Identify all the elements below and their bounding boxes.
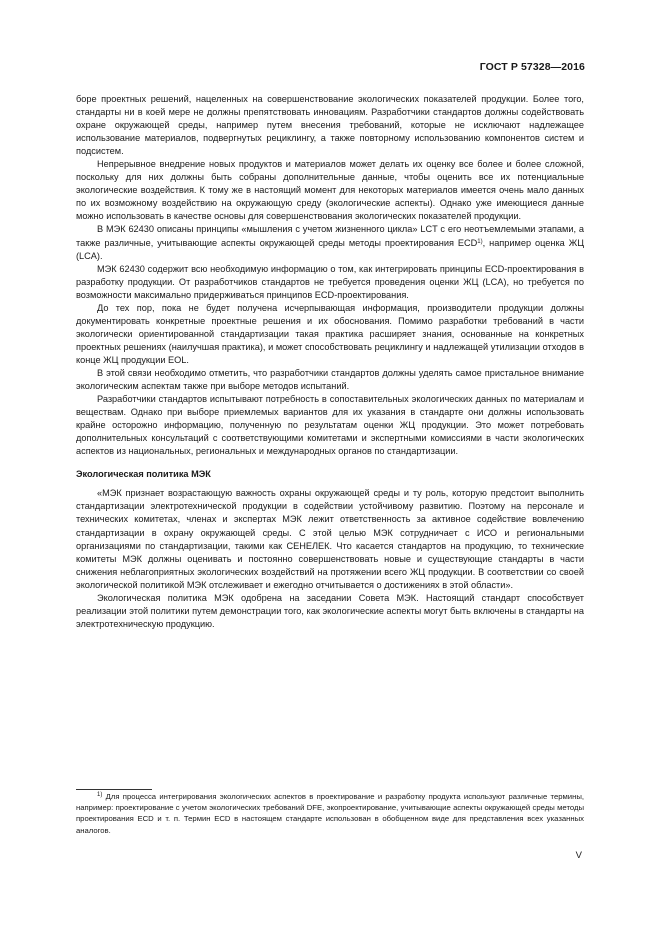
policy-closing: Экологическая политика МЭК одобрена на заседании Совета МЭК. Настоящий стандарт способствует реализации этой политики путем демонстрации того, как экологические аспекты могут быть включены в стандарты на электротехническую продукцию. xyxy=(76,592,584,629)
body-text xyxy=(76,93,584,631)
paragraph-6: В этой связи необходимо отметить, что разработчики стандартов должны уделять самое пристальное внимание экологическим аспектам также при выборе методов испытаний. xyxy=(76,367,584,392)
paragraph-3-tail: , например оценка ЖЦ (LCA). xyxy=(76,237,584,261)
paragraph-3 xyxy=(76,223,584,262)
footnote-divider xyxy=(76,789,152,790)
footnote xyxy=(76,791,584,836)
paragraph-2: Непрерывное внедрение новых продуктов и материалов может делать их оценку все более и более сложной, поскольку для них должны быть собраны дополнительные данные, чтобы оценить все их потенциальные экологические воздействия. К тому же в настоящий момент для некоторых материалов имеется очень мало данных по их возможному воздействию на окружающую среду (экологические аспекты). Однако уже имеющиеся данные можно использовать в качестве основы для совершенствования экологических показателей продукции. xyxy=(76,159,584,222)
footnote-reference[interactable]: 1) xyxy=(477,238,483,245)
paragraph-7: Разработчики стандартов испытывают потребность в сопоставительных экологических данных по материалам и веществам. Однако при выборе приемлемых вариантов для их указания в стандарте они должны использовать крайне осторожно информацию, полученную по результатам оценки ЖЦ продукции. Это может потребовать дополнительных консультаций с соответствующими комитетами и экспертными комиссиями в части экологических аспектов из национальных, региональных и международных органов по стандартизации. xyxy=(76,394,584,457)
paragraph-5: До тех пор, пока не будет получена исчерпывающая информация, производители продукции должны документировать конкретные проектные решения и их обоснования. Помимо разработки требований в части экологически ориентированной стандартизации такая практика расширяет знания, основанные на конкретных проектных решениях (наилучшая практика), и может способствовать рециклингу и надлежащей утилизации отходов в конце ЖЦ продукции EOL. xyxy=(76,302,584,365)
footnote-text: Для процесса интегрирования экологических аспектов в проектирование и разработку продукта используют различные термины, например: проектирование с учетом экологических требований DFE, экопроектирование, учитывающие аспекты окружающей среды методы проектирования ECD и т. п. Термин ECD в настоящем стандарте использован в обобщенном виде для представления всех указанных аналогов. xyxy=(76,792,584,835)
footnote-marker: 1) xyxy=(97,792,103,798)
section-heading xyxy=(76,468,584,481)
section-heading-text: Экологическая политика МЭК xyxy=(76,469,211,480)
page-number: V xyxy=(575,850,582,861)
paragraph-1: боре проектных решений, нацеленных на совершенствование экологических показателей продукции. Более того, стандарты ни в коей мере не должны препятствовать инновациям. Разработчики стандартов должны содействовать охране окружающей среды, например путем внесения требований, которые не исключают надлежащее использование материалов, подвергнутых рециклингу, а также повторному использованию компонентов систем и подсистем. xyxy=(76,94,584,157)
paragraph-3-text: В МЭК 62430 описаны принципы «мышления с учетом жизненного цикла» LCT с его неотъемлемыми этапами, а также различные, учитывающие аспекты окружающей среды методы проектирования ECD xyxy=(76,224,584,248)
document-header: ГОСТ Р 57328—2016 xyxy=(479,61,585,73)
policy-quote: «МЭК признает возрастающую важность охраны окружающей среды и ту роль, которую предстоит выполнить стандартизации электротехнической продукции в содействии устойчивому развитию. Поэтому на персонале и технических комитетах, членах и экспертах МЭК лежит ответственность за активное содействие вовлечению стандартизации в охрану окружающей среды. С этой целью МЭК сотрудничает с ИСО и региональными организациями по стандартизации, такими как СЕНЕЛЕК. Что касается стандартов на продукцию, то технические комитеты МЭК должны оценивать и постоянно совершенствовать новые и существующие стандарты в части снижения неблагоприятных экологических воздействий на протяжении всего ЖЦ продукции. В соответствии со своей экологической политикой МЭК отслеживает и ежегодно отчитывается о достижениях в этой области». xyxy=(76,488,584,590)
footnote-paragraph xyxy=(76,791,584,836)
paragraph-4: МЭК 62430 содержит всю необходимую информацию о том, как интегрировать принципы ECD-проектирования в разработку продукции. От разработчиков стандартов не требуется проведения оценки ЖЦ (LCA), но требуется по возможности максимально придерживаться принципов ECD-проектирования. xyxy=(76,263,584,300)
